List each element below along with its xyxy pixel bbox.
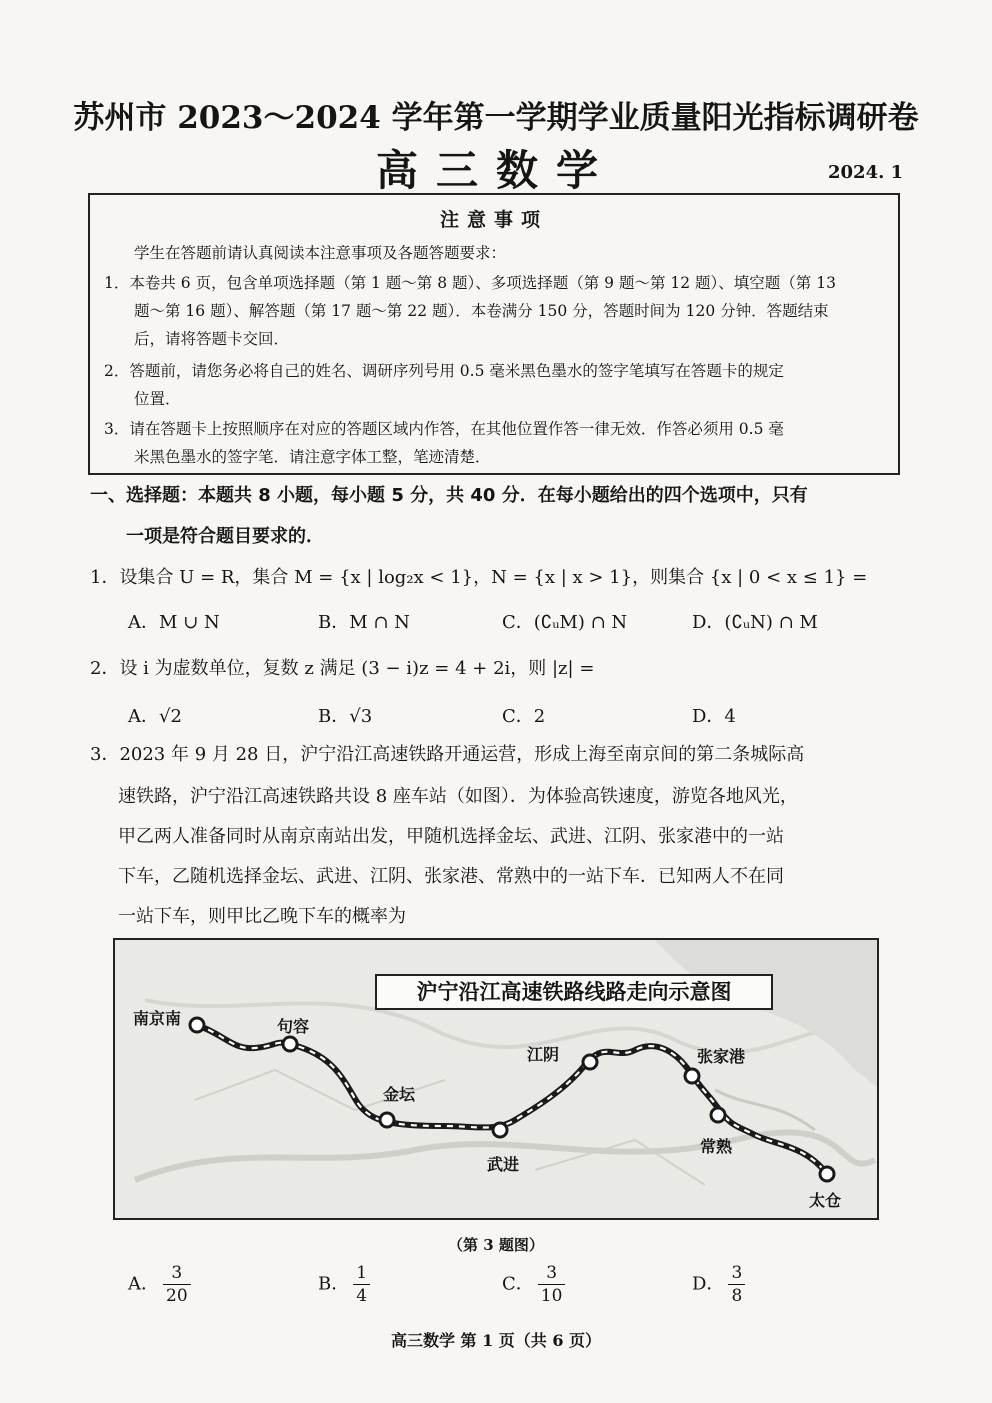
- notice-title: 注意事项: [439, 209, 548, 231]
- q2-option-c: C．2: [502, 706, 546, 727]
- station-marker-taicang: [820, 1167, 834, 1181]
- exam-date: 2024. 1: [828, 162, 904, 183]
- denominator: 10: [540, 1286, 563, 1306]
- q1-option-d: D．(∁ᵤN) ∩ M: [692, 612, 818, 633]
- notice-line: 1．本卷共 6 页，包含单项选择题（第 1 题～第 8 题）、多项选择题（第 9 题～第 12 题）、填空题（第 13: [104, 274, 836, 292]
- denominator: 8: [731, 1286, 743, 1306]
- question-3-line: 下车，乙随机选择金坛、武进、江阴、张家港、常熟中的一站下车．已知两人不在同: [118, 866, 784, 887]
- station-label-jiangyin: 江阴: [527, 1045, 560, 1064]
- q3-option-d: [692, 1262, 745, 1307]
- q3-option-a: [128, 1262, 191, 1307]
- station-marker-jintan: [380, 1113, 394, 1127]
- notice-line: 3．请在答题卡上按照顺序在对应的答题区域内作答，在其他位置作答一律无效．作答必须用 0.5 毫: [104, 420, 784, 438]
- option-letter: B．: [318, 1273, 350, 1295]
- notice-intro: 学生在答题前请认真阅读本注意事项及各题答题要求：: [134, 244, 507, 262]
- question-3-line: 一站下车，则甲比乙晚下车的概率为: [118, 906, 406, 927]
- question-1-stem: 1．设集合 U = R，集合 M = {x | log₂x < 1}，N = {x | x > 1}，则集合 {x | 0 < x ≤ 1} =: [90, 567, 868, 588]
- station-label-jintan: 金坛: [383, 1085, 416, 1104]
- q1-option-a: A．M ∪ N: [128, 612, 220, 633]
- option-letter: A．: [128, 1273, 159, 1295]
- q1-option-b: B．M ∩ N: [318, 612, 410, 633]
- notice-line: 米黑色墨水的签字笔．请注意字体工整，笔迹清楚．: [134, 448, 491, 466]
- station-label-zhangjiagang: 张家港: [697, 1047, 746, 1066]
- notice-box: [88, 193, 900, 475]
- notice-line: 位置．: [134, 390, 181, 408]
- figure-caption: （第 3 题图）: [448, 1236, 544, 1254]
- numerator: 3: [163, 1262, 191, 1285]
- fraction: [163, 1262, 191, 1307]
- map-title: 沪宁沿江高速铁路线路走向示意图: [375, 974, 773, 1010]
- station-marker-zhangjiagang: [685, 1069, 699, 1083]
- station-label-jurong: 句容: [277, 1017, 310, 1036]
- q3-option-c: [502, 1262, 565, 1307]
- subject-title: 高三数学: [375, 146, 616, 195]
- exam-title: 苏州市 2023～2024 学年第一学期学业质量阳光指标调研卷: [73, 100, 919, 136]
- page-footer: 高三数学 第 1 页（共 6 页）: [390, 1331, 602, 1350]
- question-3-line: 甲乙两人准备同时从南京南站出发，甲随机选择金坛、武进、江阴、张家港中的一站: [118, 826, 784, 847]
- question-3-line: 3．2023 年 9 月 28 日，沪宁沿江高速铁路开通运营，形成上海至南京间的第二条城际高: [90, 744, 805, 765]
- section-heading: 一、选择题：本题共 8 小题，每小题 5 分，共 40 分．在每小题给出的四个选项中，只有: [90, 485, 808, 506]
- denominator: 4: [356, 1286, 368, 1306]
- q2-option-a: A．√2: [128, 706, 182, 727]
- numerator: 1: [353, 1262, 370, 1285]
- fraction: [538, 1262, 566, 1307]
- notice-line: 后，请将答题卡交回．: [134, 330, 290, 348]
- notice-line: 题～第 16 题）、解答题（第 17 题～第 22 题）．本卷满分 150 分，答题时间为 120 分钟．答题结束: [134, 302, 829, 320]
- option-letter: D．: [692, 1273, 725, 1295]
- notice-line: 2．答题前，请您务必将自己的姓名、调研序列号用 0.5 毫米黑色墨水的签字笔填写在答题卡的规定: [104, 362, 784, 380]
- numerator: 3: [728, 1262, 745, 1285]
- station-marker-changshu: [711, 1108, 725, 1122]
- q1-option-c: C．(∁ᵤM) ∩ N: [502, 612, 628, 633]
- station-label-wujin: 武进: [487, 1155, 520, 1174]
- station-marker-jiangyin: [583, 1055, 597, 1069]
- question-2-stem: 2．设 i 为虚数单位，复数 z 满足 (3 − i)z = 4 + 2i，则 |z| =: [90, 658, 595, 679]
- railway-map: [113, 938, 879, 1220]
- denominator: 20: [166, 1286, 188, 1306]
- q2-option-d: D．4: [692, 706, 736, 727]
- question-3-line: 速铁路，沪宁沿江高速铁路共设 8 座车站（如图）．为体验高铁速度，游览各地风光，: [118, 786, 798, 807]
- station-label-taicang: 太仓: [809, 1191, 842, 1210]
- station-label-changshu: 常熟: [700, 1137, 733, 1156]
- section-heading-cont: 一项是符合题目要求的．: [126, 526, 324, 547]
- station-marker-wujin: [493, 1123, 507, 1137]
- fraction: [353, 1262, 370, 1307]
- station-marker-nanjingnan: [190, 1018, 204, 1032]
- q3-option-b: [318, 1262, 370, 1307]
- numerator: 3: [538, 1262, 566, 1285]
- fraction: [728, 1262, 745, 1307]
- option-letter: C．: [502, 1273, 534, 1295]
- station-marker-jurong: [283, 1037, 297, 1051]
- station-label-nanjingnan: 南京南: [133, 1009, 182, 1028]
- q2-option-b: B．√3: [318, 706, 373, 727]
